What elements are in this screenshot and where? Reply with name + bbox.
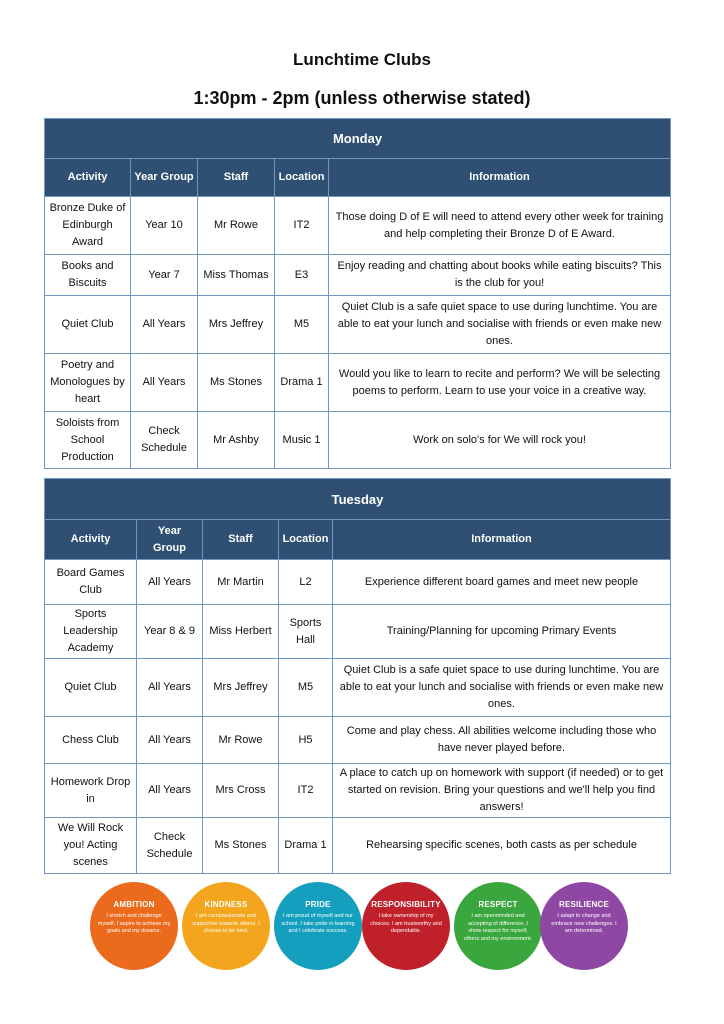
cell-year: Year 10 — [131, 197, 198, 255]
table-row — [45, 354, 671, 412]
table-row — [45, 764, 671, 818]
value-pride — [274, 882, 362, 970]
cell-year: Year 7 — [131, 255, 198, 296]
cell-staff: Ms Stones — [198, 354, 275, 412]
cell-activity: Soloists from School Production — [45, 412, 131, 469]
cell-activity: Quiet Club — [45, 659, 137, 717]
value-title: RESILIENCE — [558, 900, 609, 909]
page-title: Lunchtime Clubs — [293, 50, 431, 69]
value-title: PRIDE — [305, 900, 331, 909]
cell-info: Experience different board games and meet new people — [333, 560, 671, 605]
cell-activity: We Will Rock you! Acting scenes — [45, 818, 137, 874]
cell-activity: Homework Drop in — [45, 764, 137, 818]
cell-location: Sports Hall — [279, 605, 333, 659]
cell-staff: Mrs Cross — [203, 764, 279, 818]
cell-year: Year 8 & 9 — [137, 605, 203, 659]
cell-staff: Mr Rowe — [198, 197, 275, 255]
value-text: I am compassionate and supportive towards others. I choose to be kind. — [192, 913, 260, 934]
monday-header: Monday — [45, 119, 671, 159]
tuesday-header: Tuesday — [45, 479, 671, 520]
cell-info: Work on solo's for We will rock you! — [329, 412, 671, 469]
cell-staff: Ms Stones — [203, 818, 279, 874]
value-resilience — [540, 882, 628, 970]
cell-location: Drama 1 — [279, 818, 333, 874]
value-respect — [454, 882, 542, 970]
cell-staff: Mr Martin — [203, 560, 279, 605]
value-title: RESPONSIBILITY — [371, 900, 441, 909]
cell-location: IT2 — [275, 197, 329, 255]
col-year-group: Year Group — [137, 520, 203, 560]
cell-year: Check Schedule — [137, 818, 203, 874]
cell-staff: Mrs Jeffrey — [198, 296, 275, 354]
cell-activity: Quiet Club — [45, 296, 131, 354]
value-text: I am openminded and accepting of difference. I show respect for myself, others and my environment. — [463, 913, 533, 942]
table-row — [45, 659, 671, 717]
cell-activity: Board Games Club — [45, 560, 137, 605]
table-row — [45, 412, 671, 469]
cell-info: Would you like to learn to recite and perform? We will be selecting poems to perform. Learn to use your voice in a creative way. — [329, 354, 671, 412]
cell-staff: Miss Herbert — [203, 605, 279, 659]
cell-info: Come and play chess. All abilities welcome including those who have never played before. — [333, 717, 671, 764]
page-subtitle: 1:30pm - 2pm (unless otherwise stated) — [193, 88, 531, 108]
col-activity: Activity — [45, 159, 131, 197]
cell-year: All Years — [137, 717, 203, 764]
cell-year: Check Schedule — [131, 412, 198, 469]
cell-info: Quiet Club is a safe quiet space to use during lunchtime. You are able to eat your lunch and socialise with friends or even make new ones. — [329, 296, 671, 354]
cell-info: A place to catch up on homework with support (if needed) or to get started on revision. Bring your questions and we'll help you find answers! — [333, 764, 671, 818]
value-title: AMBITION — [113, 900, 155, 909]
table-row — [45, 605, 671, 659]
cell-activity: Poetry and Monologues by heart — [45, 354, 131, 412]
cell-info: Training/Planning for upcoming Primary Events — [333, 605, 671, 659]
table-row — [45, 717, 671, 764]
table-row — [45, 296, 671, 354]
cell-location: Drama 1 — [275, 354, 329, 412]
value-title: KINDNESS — [204, 900, 248, 909]
cell-location: E3 — [275, 255, 329, 296]
cell-year: All Years — [137, 560, 203, 605]
cell-info: Rehearsing specific scenes, both casts as per schedule — [333, 818, 671, 874]
col-location: Location — [275, 159, 329, 197]
monday-table — [44, 118, 671, 469]
col-year-group: Year Group — [131, 159, 198, 197]
col-staff: Staff — [198, 159, 275, 197]
col-location: Location — [279, 520, 333, 560]
cell-activity: Bronze Duke of Edinburgh Award — [45, 197, 131, 255]
cell-activity: Books and Biscuits — [45, 255, 131, 296]
cell-location: L2 — [279, 560, 333, 605]
cell-year: All Years — [137, 764, 203, 818]
col-information: Information — [333, 520, 671, 560]
cell-location: IT2 — [279, 764, 333, 818]
value-ambition — [90, 882, 178, 970]
cell-info: Those doing D of E will need to attend every other week for training and help completing their Bronze D of E Award. — [329, 197, 671, 255]
value-title: RESPECT — [478, 900, 518, 909]
table-row — [45, 818, 671, 874]
col-staff: Staff — [203, 520, 279, 560]
table-row — [45, 560, 671, 605]
cell-staff: Mrs Jeffrey — [203, 659, 279, 717]
cell-info: Quiet Club is a safe quiet space to use during lunchtime. You are able to eat your lunch and socialise with friends or even make new ones. — [333, 659, 671, 717]
value-text: I take ownership of my choices. I am trustworthy and dependable. — [370, 913, 442, 934]
value-text: I am proud of myself and our school. I take pride in learning and I celebrate success. — [281, 913, 355, 934]
cell-year: All Years — [131, 354, 198, 412]
cell-activity: Sports Leadership Academy — [45, 605, 137, 659]
value-kindness — [182, 882, 270, 970]
cell-staff: Mr Rowe — [203, 717, 279, 764]
cell-staff: Miss Thomas — [198, 255, 275, 296]
cell-location: M5 — [279, 659, 333, 717]
cell-year: All Years — [137, 659, 203, 717]
cell-location: M5 — [275, 296, 329, 354]
tuesday-table — [44, 478, 671, 874]
cell-info: Enjoy reading and chatting about books while eating biscuits? This is the club for you! — [329, 255, 671, 296]
school-values-strip — [90, 882, 640, 974]
value-text: I stretch and challenge myself. I aspire to achieve my goals and my dreams. — [97, 913, 171, 934]
table-row — [45, 197, 671, 255]
table-row — [45, 255, 671, 296]
value-responsibility — [362, 882, 450, 970]
col-activity: Activity — [45, 520, 137, 560]
cell-activity: Chess Club — [45, 717, 137, 764]
value-text: I adapt to change and embrace new challenges. I am determined. — [551, 913, 617, 934]
cell-staff: Mr Ashby — [198, 412, 275, 469]
cell-year: All Years — [131, 296, 198, 354]
col-information: Information — [329, 159, 671, 197]
cell-location: Music 1 — [275, 412, 329, 469]
cell-location: H5 — [279, 717, 333, 764]
